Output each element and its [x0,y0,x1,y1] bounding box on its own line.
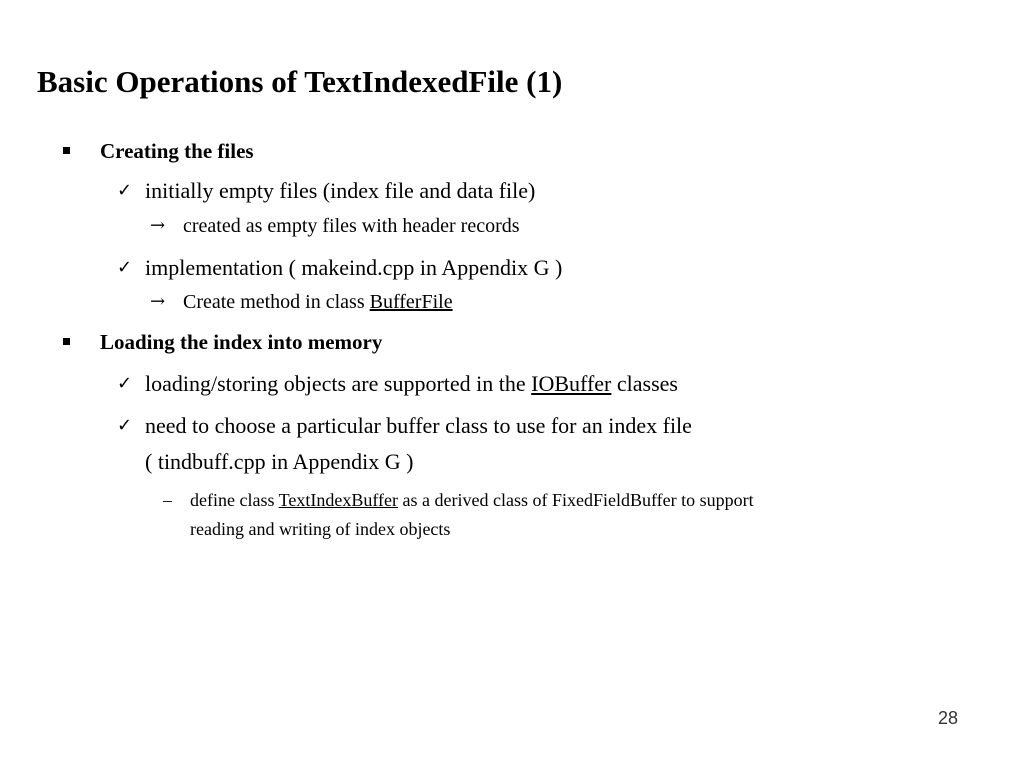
sub-item-created-empty: created as empty files with header records [183,215,520,237]
sub-item-reading-writing: reading and writing of index objects [190,519,451,539]
checkmark-icon: ✓ [117,257,133,278]
sub-item-define-class-prefix: define class [190,490,279,510]
sub-item-define-class-suffix: as a derived class of FixedFieldBuffer to support [398,490,754,510]
slide-title: Basic Operations of TextIndexedFile (1) [37,64,563,99]
arrow-right-icon: → [150,291,166,312]
item-tindbuff: ( tindbuff.cpp in Appendix G ) [145,449,414,474]
section-heading-creating: Creating the files [100,139,254,163]
sub-item-define-class [190,488,754,512]
square-bullet-icon [63,147,70,154]
bufferfile-link[interactable]: BufferFile [369,291,453,313]
checkmark-icon: ✓ [117,415,133,436]
item-initially-empty: initially empty files (index file and data file) [145,178,536,203]
page-number: 28 [938,708,959,728]
square-bullet-icon [63,338,70,345]
item-loading-storing-prefix: loading/storing objects are supported in the [145,371,532,396]
arrow-right-icon: → [150,215,166,236]
item-loading-storing-suffix: classes [611,371,678,396]
dash-bullet-icon: – [163,490,172,510]
iobuffer-link[interactable]: IOBuffer [531,371,612,396]
item-implementation: implementation ( makeind.cpp in Appendix G ) [145,255,563,280]
section-heading-loading: Loading the index into memory [100,330,383,354]
sub-item-create-method-text: Create method in class [183,291,370,313]
item-loading-storing [145,370,678,398]
checkmark-icon: ✓ [117,373,133,394]
item-need-to-choose: need to choose a particular buffer class to use for an index file [145,413,692,438]
checkmark-icon: ✓ [117,180,133,201]
textindexbuffer-link[interactable]: TextIndexBuffer [278,490,399,510]
sub-item-create-method [183,289,453,315]
